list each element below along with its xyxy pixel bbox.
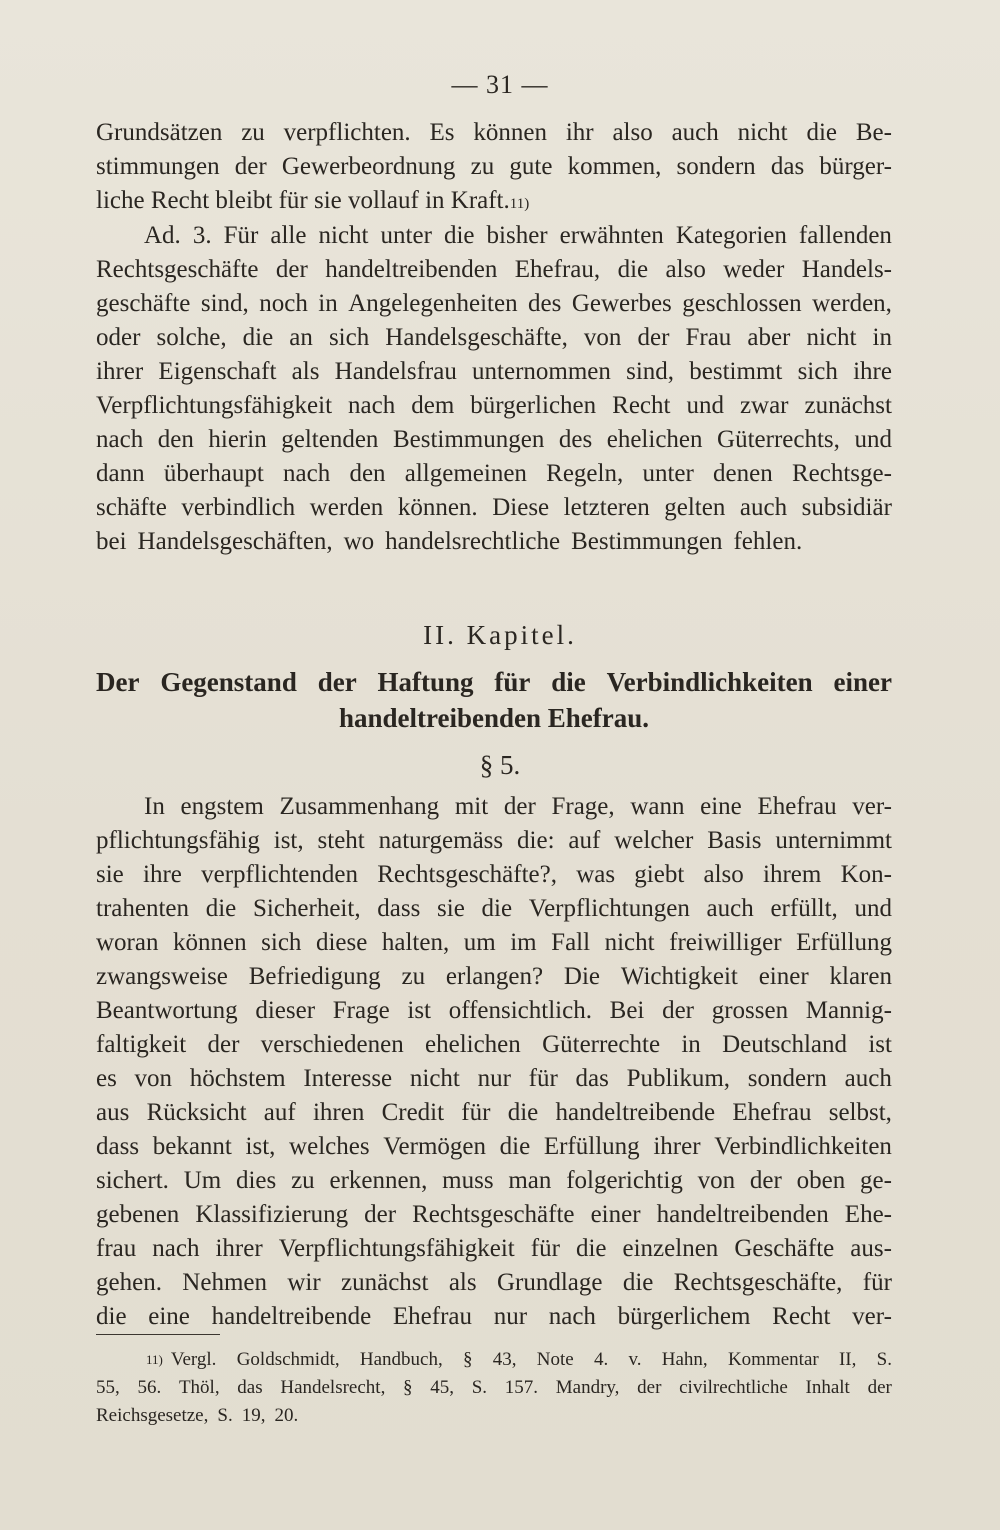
text-line: Beantwortung dieser Frage ist offensichtlich. Bei der grossen Mannig- [96,997,892,1024]
footnote-marker: 11) [146,1352,163,1367]
text-line: gehen. Nehmen wir zunächst als Grundlage die Rechtsgeschäfte, für [96,1269,892,1296]
text-line: die eine handeltreibende Ehefrau nur nach bürgerlichem Recht ver- [96,1303,892,1330]
text-line: dass bekannt ist, welches Vermögen die Erfüllung ihrer Verbindlichkeiten [96,1133,892,1160]
text-line: gebenen Klassifizierung der Rechtsgeschäfte einer handeltreibenden Ehe- [96,1201,892,1228]
chapter-heading-line-2: handeltreibenden Ehefrau. [338,703,650,733]
text-line: dann überhaupt nach den allgemeinen Regeln, unter denen Rechtsge- [96,460,892,487]
section-mark: § 5. [479,750,521,780]
text-line: pflichtungsfähig ist, steht naturgemäss die: auf welcher Basis unternimmt [96,827,892,854]
text-line: zwangsweise Befriedigung zu erlangen? Die Wichtigkeit einer klaren [96,963,892,990]
text-line: frau nach ihrer Verpflichtungsfähigkeit für die einzelnen Geschäfte aus- [96,1235,892,1262]
footnote-reference: 11) [509,196,530,212]
text-line: sie ihre verpflichtenden Rechtsgeschäfte?, was giebt also ihrem Kon- [96,861,892,888]
text-line: stimmungen der Gewerbeordnung zu gute kommen, sondern das bürger- [96,153,892,180]
footnote-line: Reichsgesetze, S. 19, 20. [96,1405,299,1426]
chapter-title: II. Kapitel. [423,620,577,650]
footnote-divider [96,1334,220,1335]
text-line [96,184,892,218]
text-line: Rechtsgeschäfte der handeltreibenden Ehefrau, die also weder Handels- [96,256,892,283]
text-line: nach den hierin geltenden Bestimmungen des ehelichen Güterrechts, und [96,426,892,453]
text-line: trahenten die Sicherheit, dass sie die Verpflichtungen auch erfüllt, und [96,895,892,922]
text-line-content: liche Recht bleibt für sie vollauf in Kraft. [96,187,510,214]
chapter-heading-line-1: Der Gegenstand der Haftung für die Verbindlichkeiten einer [96,667,892,697]
text-line: Ad. 3. Für alle nicht unter die bisher erwähnten Kategorien fallenden [144,222,892,249]
footnote-line [96,1346,892,1374]
text-line: Grundsätzen zu verpflichten. Es können ihr also auch nicht die Be- [96,119,892,146]
text-line: bei Handelsgeschäften, wo handelsrechtliche Bestimmungen fehlen. [96,528,803,555]
footnote-text: Vergl. Goldschmidt, Handbuch, § 43, Note 4. v. Hahn, Kommentar II, S. [170,1349,892,1370]
text-line: es von höchstem Interesse nicht nur für das Publikum, sondern auch [96,1065,892,1092]
text-line: Verpflichtungsfähigkeit nach dem bürgerlichen Recht und zwar zunächst [96,392,892,419]
text-line: ihrer Eigenschaft als Handelsfrau unternommen sind, bestimmt sich ihre [96,358,892,385]
text-line: sichert. Um dies zu erkennen, muss man folgerichtig von der oben ge- [96,1167,892,1194]
footnote-line: 55, 56. Thöl, das Handelsrecht, § 45, S. 157. Mandry, der civilrechtliche Inhalt der [96,1377,892,1398]
text-line: faltigkeit der verschiedenen ehelichen Güterrechte in Deutschland ist [96,1031,892,1058]
page-number: — 31 — [451,70,549,99]
text-line: geschäfte sind, noch in Angelegenheiten des Gewerbes geschlossen werden, [96,290,892,317]
text-line: In engstem Zusammenhang mit der Frage, wann eine Ehefrau ver- [144,793,892,820]
text-line: aus Rücksicht auf ihren Credit für die handeltreibende Ehefrau selbst, [96,1099,892,1126]
text-line: woran können sich diese halten, um im Fall nicht freiwilliger Erfüllung [96,929,892,956]
text-line: oder solche, die an sich Handelsgeschäfte, von der Frau aber nicht in [96,324,892,351]
text-line: schäfte verbindlich werden können. Diese letzteren gelten auch subsidiär [96,494,892,521]
